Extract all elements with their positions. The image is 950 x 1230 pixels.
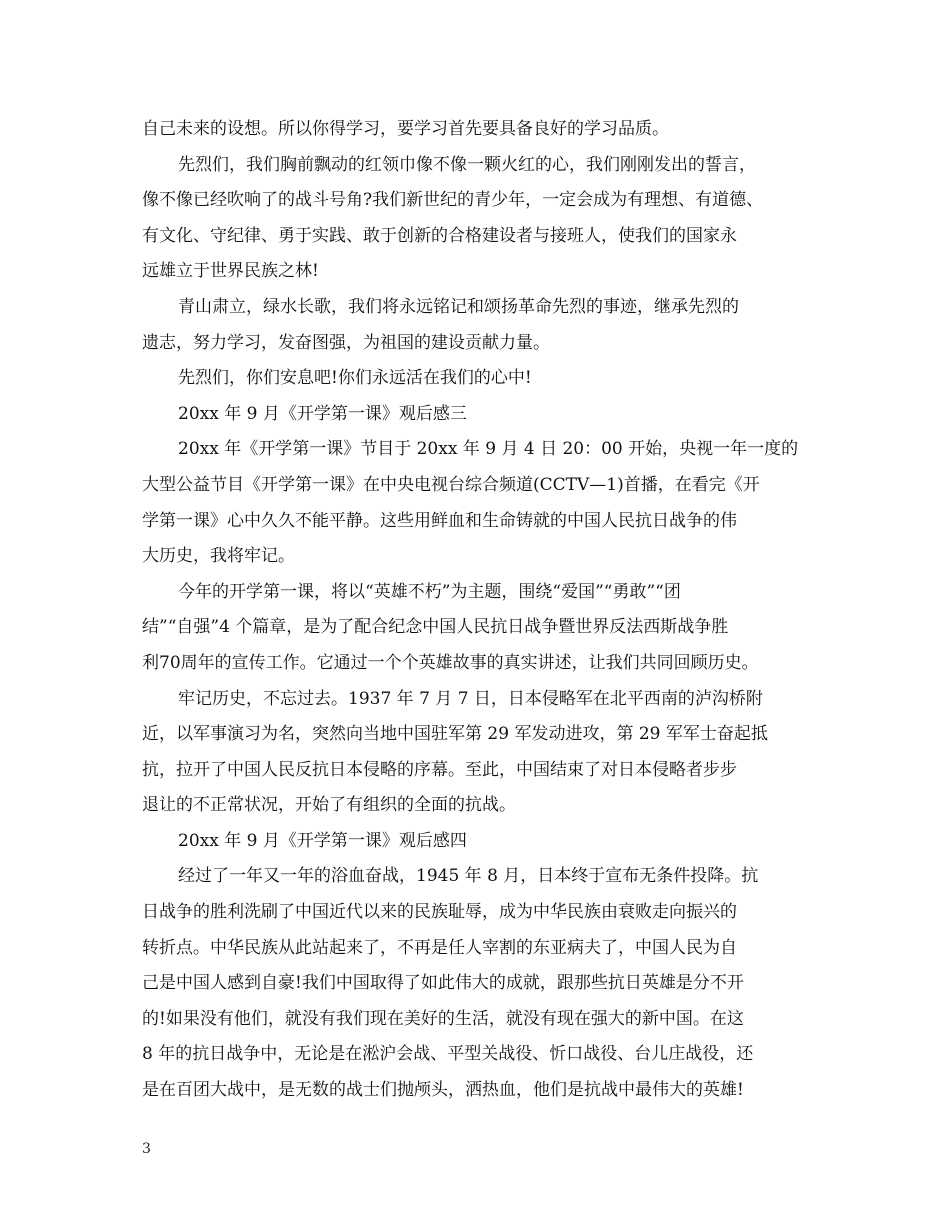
text-line: 20xx 年《开学第一课》节目于 20xx 年 9 月 4 日 20：00 开始，央视一年一度的 bbox=[178, 439, 799, 460]
text-line: 大历史，我将牢记。 bbox=[142, 546, 295, 567]
text-line: 先烈们，你们安息吧!你们永远活在我们的心中! bbox=[178, 368, 532, 389]
text-line: 转折点。中华民族从此站起来了，不再是任人宰割的东亚病夫了，中国人民为自 bbox=[142, 937, 737, 958]
text-line: 是在百团大战中，是无数的战士们抛颅头，洒热血，他们是抗战中最伟大的英雄! bbox=[142, 1080, 744, 1101]
text-line: 牢记历史，不忘过去。1937 年 7 月 7 日，日本侵略军在北平西南的泸沟桥附 bbox=[178, 688, 763, 709]
page-number: 3 bbox=[142, 1141, 151, 1157]
text-line: 的!如果没有他们，就没有我们现在美好的生活，就没有现在强大的新中国。在这 bbox=[142, 1008, 744, 1029]
text-line: 近，以军事演习为名，突然向当地中国驻军第 29 军发动进攻，第 29 军军士奋起抵 bbox=[142, 724, 768, 745]
text-line: 先烈们，我们胸前飘动的红领巾像不像一颗火红的心，我们刚刚发出的誓言， bbox=[178, 154, 756, 175]
text-line: 利70周年的宣传工作。它通过一个个英雄故事的真实讲述，让我们共同回顾历史。 bbox=[142, 652, 759, 673]
text-line: 像不像已经吹响了的战斗号角?我们新世纪的青少年，一定会成为有理想、有道德、 bbox=[142, 190, 764, 211]
body-text bbox=[142, 112, 822, 1109]
text-line: 抗，拉开了中国人民反抗日本侵略的序幕。至此，中国结束了对日本侵略者步步 bbox=[142, 759, 737, 780]
text-line: 经过了一年又一年的浴血奋战，1945 年 8 月，日本终于宣布无条件投降。抗 bbox=[178, 866, 759, 887]
text-line: 8 年的抗日战争中，无论是在淞沪会战、平型关战役、忻口战役、台儿庄战役，还 bbox=[142, 1044, 754, 1065]
text-line: 学第一课》心中久久不能平静。这些用鲜血和生命铸就的中国人民抗日战争的伟 bbox=[142, 510, 737, 531]
text-line: 结”“自强”4 个篇章，是为了配合纪念中国人民抗日战争暨世界反法西斯战争胜 bbox=[142, 617, 729, 638]
text-line: 有文化、守纪律、勇于实践、敢于创新的合格建设者与接班人，使我们的国家永 bbox=[142, 225, 737, 246]
text-line: 20xx 年 9 月《开学第一课》观后感四 bbox=[178, 830, 467, 851]
text-line: 大型公益节目《开学第一课》在中央电视台综合频道(CCTV—1)首播，在看完《开 bbox=[142, 474, 760, 495]
text-line: 遗志，努力学习，发奋图强，为祖国的建设贡献力量。 bbox=[142, 332, 550, 353]
text-line: 青山肃立，绿水长歌，我们将永远铭记和颂扬革命先烈的事迹，继承先烈的 bbox=[178, 296, 739, 317]
text-line: 今年的开学第一课，将以“英雄不朽”为主题，围绕“爱国”“勇敢”“团 bbox=[178, 581, 681, 602]
text-line: 20xx 年 9 月《开学第一课》观后感三 bbox=[178, 403, 467, 424]
text-line: 己是中国人感到自豪!我们中国取得了如此伟大的成就，跟那些抗日英雄是分不开 bbox=[142, 973, 744, 994]
text-line: 远雄立于世界民族之林! bbox=[142, 261, 319, 282]
text-line: 日战争的胜利洗刷了中国近代以来的民族耻辱，成为中华民族由衰败走向振兴的 bbox=[142, 902, 737, 923]
text-line: 退让的不正常状况，开始了有组织的全面的抗战。 bbox=[142, 795, 516, 816]
text-line: 自己未来的设想。所以你得学习，要学习首先要具备良好的学习品质。 bbox=[142, 119, 669, 139]
